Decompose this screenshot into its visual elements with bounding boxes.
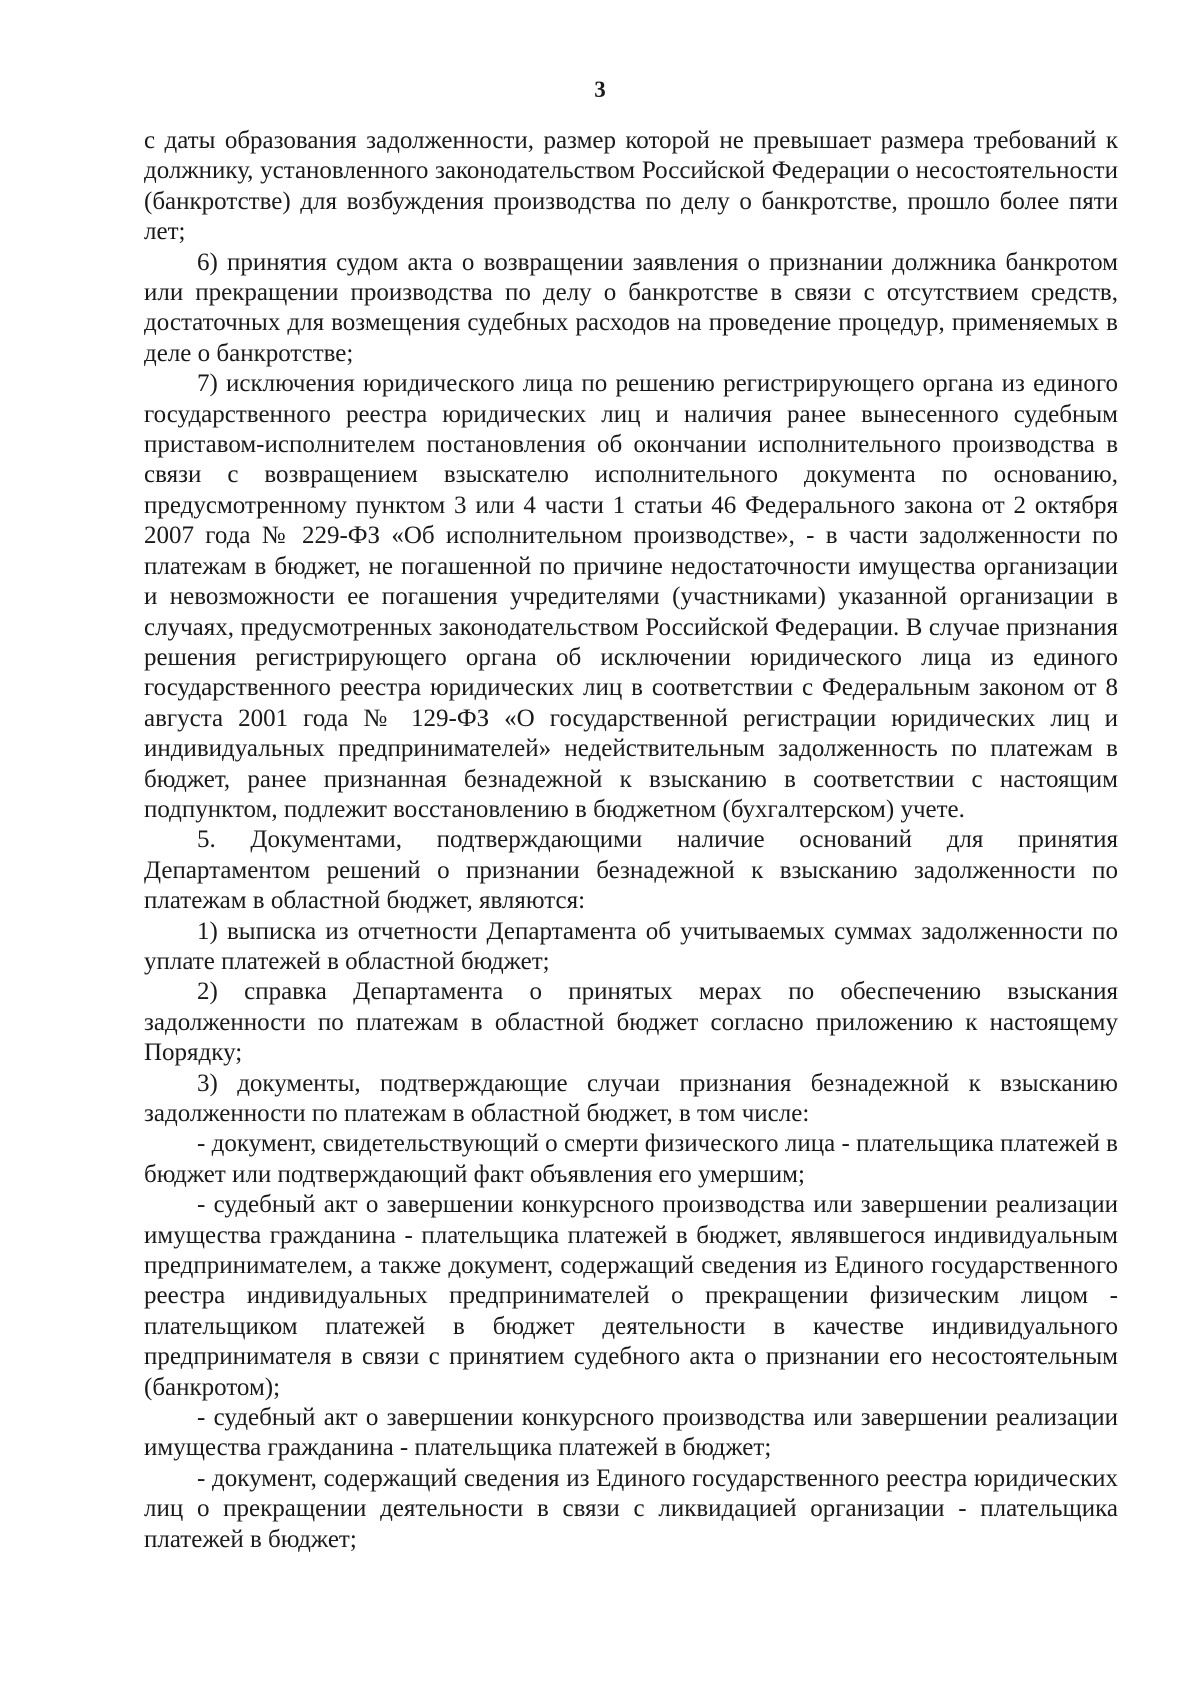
- paragraph: - документ, свидетельствующий о смерти физического лица - плательщика платежей в бюджет или подтверждающий факт объявления его умершим;: [144, 1130, 1118, 1188]
- page-number: 3: [594, 77, 606, 102]
- paragraph: 1) выписка из отчетности Департамента об учитываемых суммах задолженности по уплате платежей в областной бюджет;: [144, 917, 1118, 975]
- paragraph: с даты образования задолженности, размер которой не превышает размера требований к должнику, установленного законодательством Российской Федерации о несостоятельности (банкротстве) для возбуждения производства по делу о банкротстве, прошло более пяти лет;: [144, 127, 1118, 246]
- paragraph: 2) справка Департамента о принятых мерах по обеспечению взыскания задолженности по платежам в областной бюджет согласно приложению к настоящему Порядку;: [144, 978, 1118, 1067]
- paragraph: - судебный акт о завершении конкурсного производства или завершении реализации имущества гражданина - плательщика платежей в бюджет, являвшегося индивидуальным предпринимателем, а также документ, содержащий сведения из Единого государственного реестра индивидуальных предпринимателей о прекращении физическим лицом - плательщиком платежей в бюджет деятельности в качестве индивидуального предпринимателя в связи с принятием судебного акта о признании его несостоятельным (банкротом);: [144, 1191, 1118, 1401]
- document-body: [144, 126, 1118, 1555]
- paragraph: 5. Документами, подтверждающими наличие оснований для принятия Департаментом решений о признании безнадежной к взысканию задолженности по платежам в областной бюджет, являются:: [144, 826, 1118, 915]
- paragraph: - судебный акт о завершении конкурсного производства или завершении реализации имущества гражданина - плательщика платежей в бюджет;: [144, 1404, 1118, 1462]
- paragraph: 7) исключения юридического лица по решению регистрирующего органа из единого государственного реестра юридических лиц и наличия ранее вынесенного судебным приставом-исполнителем постановления об окончании исполнительного производства в связи с возвращением взыскателю исполнительного документа по основанию, предусмотренному пунктом 3 или 4 части 1 статьи 46 Федерального закона от 2 октября 2007 года № 229-ФЗ «Об исполнительном производстве», - в части задолженности по платежам в бюджет, не погашенной по причине недостаточности имущества организации и невозможности ее погашения учредителями (участниками) указанной организации в случаях, предусмотренных законодательством Российской Федерации. В случае признания решения регистрирующего органа об исключении юридического лица из единого государственного реестра юридических лиц в соответствии с Федеральным законом от 8 августа 2001 года № 129-ФЗ «О государственной регистрации юридических лиц и индивидуальных предпринимателей» недействительным задолженность по платежам в бюджет, ранее признанная безнадежной к взысканию в соответствии с настоящим подпунктом, подлежит восстановлению в бюджетном (бухгалтерском) учете.: [144, 370, 1118, 823]
- paragraph: 3) документы, подтверждающие случаи признания безнадежной к взысканию задолженности по платежам в областной бюджет, в том числе:: [144, 1069, 1118, 1127]
- paragraph: - документ, содержащий сведения из Единого государственного реестра юридических лиц о прекращении деятельности в связи с ликвидацией организации - плательщика платежей в бюджет;: [144, 1464, 1118, 1553]
- paragraph: 6) принятия судом акта о возвращении заявления о признании должника банкротом или прекращении производства по делу о банкротстве в связи с отсутствием средств, достаточных для возмещения судебных расходов на проведение процедур, применяемых в деле о банкротстве;: [144, 248, 1118, 367]
